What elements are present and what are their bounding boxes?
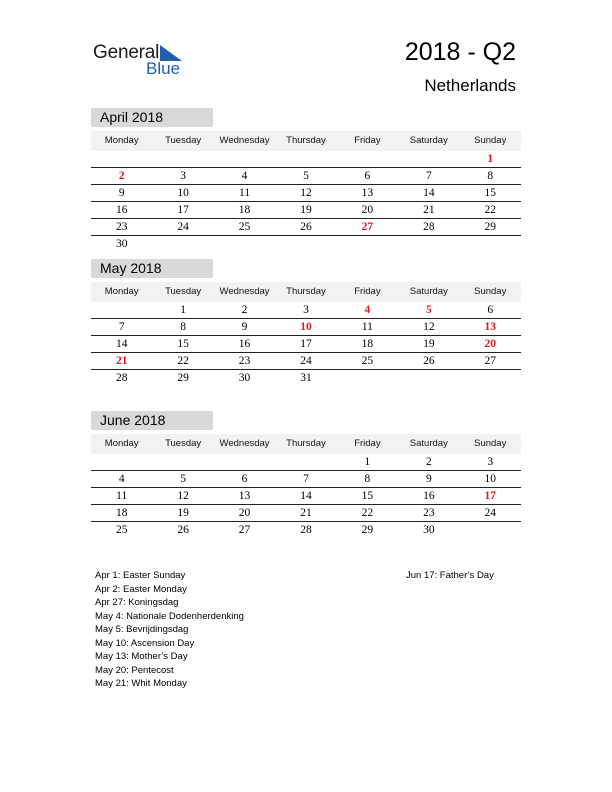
empty-day-cell [337, 370, 398, 387]
day-cell: 23 [115, 221, 128, 233]
day-cell: 1 [364, 456, 371, 468]
day-cell: 6 [241, 473, 248, 485]
holiday-item: May 5: Bevrijdingsdag [95, 624, 189, 635]
week-row [91, 151, 521, 168]
empty-day-cell [398, 151, 459, 167]
holiday-item: May 13: Mother’s Day [95, 651, 188, 662]
month-may [91, 259, 521, 387]
weekday-label: Sunday [474, 286, 507, 297]
week-row [91, 319, 521, 336]
day-cell: 25 [115, 524, 128, 536]
weekday-label: Tuesday [165, 286, 202, 297]
day-cell: 5 [180, 473, 186, 485]
day-cell: 23 [423, 507, 435, 519]
day-cell: 2 [241, 304, 248, 316]
empty-day-cell [337, 151, 398, 167]
page-title: 2018 - Q2 [404, 38, 516, 66]
day-cell: 18 [238, 204, 251, 216]
day-cell: 3 [303, 304, 309, 316]
day-cell: 10 [484, 473, 496, 485]
weekday-label: Tuesday [165, 135, 202, 146]
holiday-item: May 21: Whit Monday [95, 678, 187, 689]
day-cell: 12 [300, 187, 312, 199]
day-cell: 12 [423, 321, 435, 333]
day-cell: 15 [177, 338, 189, 350]
weekday-label: Wednesday [219, 286, 270, 297]
day-cell: 8 [364, 473, 371, 485]
day-cell: 9 [241, 321, 248, 333]
weekday-header-row [91, 131, 521, 151]
day-cell: 24 [177, 221, 189, 233]
day-cell: 6 [487, 304, 494, 316]
empty-day-cell [460, 236, 521, 253]
weekday-label: Friday [354, 135, 381, 146]
week-row [91, 454, 521, 471]
day-cell: 2 [118, 170, 125, 182]
week-row [91, 336, 521, 353]
weekday-label: Tuesday [165, 438, 202, 449]
empty-day-cell [275, 236, 336, 253]
empty-day-cell [152, 151, 213, 167]
day-cell: 22 [361, 507, 374, 519]
day-cell: 24 [300, 355, 312, 367]
month-june [91, 411, 521, 539]
day-cell: 10 [177, 187, 189, 199]
holiday-item: Apr 27: Koningsdag [95, 597, 179, 608]
day-cell: 26 [300, 221, 312, 233]
day-cell: 26 [423, 355, 435, 367]
week-row [91, 185, 521, 202]
weekday-label: Monday [104, 286, 139, 297]
day-cell: 5 [425, 304, 432, 316]
empty-day-cell [275, 151, 336, 167]
weekday-label: Saturday [409, 135, 448, 146]
day-cell: 24 [484, 507, 496, 519]
day-cell: 8 [180, 321, 186, 333]
day-cell: 21 [423, 204, 435, 216]
week-row [91, 505, 521, 522]
day-cell: 7 [118, 321, 125, 333]
day-cell: 11 [239, 187, 251, 199]
day-cell: 18 [361, 338, 374, 350]
holiday-item: May 4: Nationale Dodenherdenking [95, 610, 244, 622]
holiday-item: May 20: Pentecost [95, 664, 174, 676]
weekday-header-row [91, 434, 521, 454]
day-cell: 18 [115, 507, 128, 519]
day-cell: 13 [361, 187, 374, 199]
day-cell: 27 [238, 524, 251, 536]
day-cell: 26 [177, 524, 189, 536]
empty-day-cell [91, 454, 152, 470]
day-cell: 20 [361, 204, 374, 216]
logo-blue-text: Blue [146, 59, 181, 78]
day-cell: 2 [425, 456, 432, 468]
holiday-item: Apr 2: Easter Monday [95, 583, 187, 595]
empty-day-cell [91, 151, 152, 167]
day-cell: 30 [423, 524, 435, 536]
week-row [91, 522, 521, 539]
weekday-label: Saturday [409, 286, 448, 297]
empty-day-cell [214, 236, 275, 253]
holiday-list-right [406, 569, 494, 583]
day-cell: 4 [364, 304, 371, 316]
month-title: May 2018 [91, 259, 213, 278]
day-cell: 14 [423, 187, 435, 199]
day-cell: 20 [484, 338, 496, 350]
day-cell: 19 [423, 338, 435, 350]
day-cell: 28 [423, 221, 435, 233]
day-cell: 4 [118, 473, 125, 485]
day-cell: 28 [300, 524, 312, 536]
week-row [91, 236, 521, 253]
weekday-label: Thursday [286, 438, 326, 449]
day-cell: 1 [487, 153, 494, 165]
weekday-label: Friday [354, 438, 381, 449]
day-cell: 19 [300, 204, 312, 216]
day-cell: 1 [180, 304, 186, 316]
day-cell: 17 [484, 490, 496, 502]
day-cell: 29 [484, 221, 496, 233]
weekday-label: Sunday [474, 135, 507, 146]
week-row [91, 353, 521, 370]
weekday-label: Sunday [474, 438, 507, 449]
day-cell: 15 [484, 187, 496, 199]
weekday-label: Thursday [286, 286, 326, 297]
day-cell: 27 [361, 221, 374, 233]
day-cell: 22 [177, 355, 189, 367]
holiday-list [95, 569, 244, 691]
day-cell: 14 [300, 490, 312, 502]
day-cell: 5 [303, 170, 309, 182]
day-cell: 21 [300, 507, 312, 519]
empty-day-cell [337, 236, 398, 253]
weekday-label: Monday [104, 135, 139, 146]
weekday-label: Wednesday [219, 135, 270, 146]
weekday-label: Thursday [286, 135, 326, 146]
day-cell: 16 [115, 204, 128, 216]
day-cell: 29 [361, 524, 374, 536]
day-cell: 27 [484, 355, 496, 367]
logo [93, 40, 193, 80]
weekday-label: Wednesday [219, 438, 270, 449]
day-cell: 21 [115, 355, 128, 367]
week-row [91, 168, 521, 185]
week-row [91, 370, 521, 387]
day-cell: 13 [238, 490, 251, 502]
empty-day-cell [91, 302, 152, 318]
empty-day-cell [398, 370, 459, 387]
month-april [91, 108, 521, 253]
week-row [91, 202, 521, 219]
day-cell: 31 [300, 372, 312, 384]
weekday-label: Monday [104, 438, 139, 449]
day-cell: 6 [364, 170, 371, 182]
month-title: June 2018 [91, 411, 213, 430]
day-cell: 8 [487, 170, 494, 182]
day-cell: 7 [303, 473, 309, 485]
week-row [91, 488, 521, 505]
day-cell: 20 [238, 507, 251, 519]
week-row [91, 471, 521, 488]
day-cell: 25 [238, 221, 251, 233]
empty-day-cell [214, 151, 275, 167]
empty-day-cell [275, 454, 336, 470]
weekday-label: Saturday [409, 438, 448, 449]
weekday-header-row [91, 282, 521, 302]
day-cell: 16 [238, 338, 251, 350]
day-cell: 22 [484, 204, 496, 216]
empty-day-cell [460, 370, 521, 387]
week-row [91, 302, 521, 319]
holiday-item: Jun 17: Father’s Day [406, 570, 494, 581]
day-cell: 16 [423, 490, 435, 502]
day-cell: 3 [180, 170, 186, 182]
day-cell: 3 [487, 456, 494, 468]
empty-day-cell [398, 236, 459, 253]
weekday-label: Friday [354, 286, 381, 297]
day-cell: 30 [238, 372, 251, 384]
empty-day-cell [214, 454, 275, 470]
day-cell: 11 [361, 321, 373, 333]
day-cell: 13 [484, 321, 496, 333]
empty-day-cell [152, 236, 213, 253]
day-cell: 30 [115, 238, 128, 250]
month-title: April 2018 [91, 108, 213, 127]
day-cell: 17 [300, 338, 312, 350]
day-cell: 28 [115, 372, 128, 384]
day-cell: 11 [116, 490, 128, 502]
day-cell: 12 [177, 490, 189, 502]
day-cell: 25 [361, 355, 374, 367]
day-cell: 14 [115, 338, 128, 350]
day-cell: 29 [177, 372, 189, 384]
day-cell: 9 [118, 187, 125, 199]
holiday-item: May 10: Ascension Day [95, 637, 195, 649]
day-cell: 19 [177, 507, 189, 519]
day-cell: 4 [241, 170, 248, 182]
country-name: Netherlands [424, 76, 516, 95]
day-cell: 23 [238, 355, 251, 367]
empty-day-cell [152, 454, 213, 470]
empty-day-cell [460, 522, 521, 539]
logo-general-text: General [93, 42, 160, 63]
day-cell: 15 [361, 490, 374, 502]
week-row [91, 219, 521, 236]
day-cell: 7 [425, 170, 432, 182]
day-cell: 9 [425, 473, 432, 485]
day-cell: 10 [300, 321, 312, 333]
holiday-item: Apr 1: Easter Sunday [95, 570, 186, 581]
day-cell: 17 [177, 204, 189, 216]
